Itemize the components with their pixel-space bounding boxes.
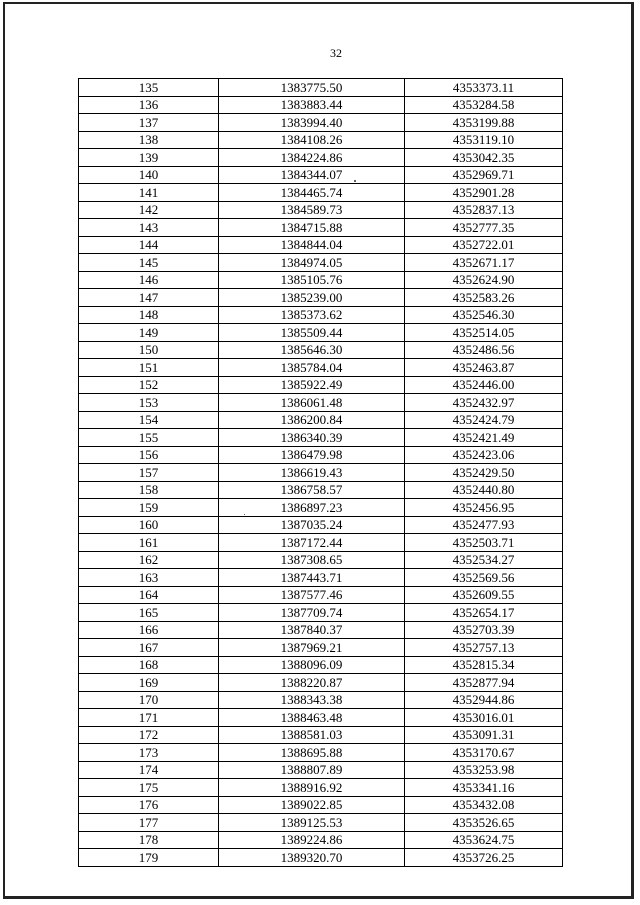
table-row	[79, 394, 563, 412]
table-row	[79, 499, 563, 517]
point-number-cell: 143	[79, 219, 219, 237]
point-number-cell: 166	[79, 621, 219, 639]
x-coordinate-cell: 1387443.71	[219, 569, 405, 587]
point-number-cell: 171	[79, 709, 219, 727]
x-coordinate-cell: 1386061.48	[219, 394, 405, 412]
point-number-cell: 168	[79, 656, 219, 674]
y-coordinate-cell: 4352463.87	[405, 359, 563, 377]
x-coordinate-cell: 1386619.43	[219, 464, 405, 482]
table-row	[79, 604, 563, 622]
y-coordinate-cell: 4353199.88	[405, 114, 563, 132]
y-coordinate-cell: 4352446.00	[405, 376, 563, 394]
table-row	[79, 324, 563, 342]
y-coordinate-cell: 4352569.56	[405, 569, 563, 587]
x-coordinate-cell: 1384224.86	[219, 149, 405, 167]
y-coordinate-cell: 4353373.11	[405, 79, 563, 97]
y-coordinate-cell: 4352757.13	[405, 639, 563, 657]
x-coordinate-cell: 1384844.04	[219, 236, 405, 254]
y-coordinate-cell: 4352514.05	[405, 324, 563, 342]
x-coordinate-cell: 1385509.44	[219, 324, 405, 342]
table-row	[79, 411, 563, 429]
table-row	[79, 796, 563, 814]
y-coordinate-cell: 4353253.98	[405, 761, 563, 779]
point-number-cell: 172	[79, 726, 219, 744]
x-coordinate-cell: 1387035.24	[219, 516, 405, 534]
y-coordinate-cell: 4352546.30	[405, 306, 563, 324]
table-row	[79, 831, 563, 849]
point-number-cell: 138	[79, 131, 219, 149]
table-row	[79, 271, 563, 289]
table-row	[79, 341, 563, 359]
table-row	[79, 96, 563, 114]
x-coordinate-cell: 1386479.98	[219, 446, 405, 464]
y-coordinate-cell: 4352777.35	[405, 219, 563, 237]
x-coordinate-cell: 1387969.21	[219, 639, 405, 657]
y-coordinate-cell: 4352609.55	[405, 586, 563, 604]
point-number-cell: 174	[79, 761, 219, 779]
x-coordinate-cell: 1383775.50	[219, 79, 405, 97]
table-row	[79, 516, 563, 534]
y-coordinate-cell: 4352534.27	[405, 551, 563, 569]
point-number-cell: 169	[79, 674, 219, 692]
x-coordinate-cell: 1385922.49	[219, 376, 405, 394]
y-coordinate-cell: 4353526.65	[405, 814, 563, 832]
table-row	[79, 726, 563, 744]
x-coordinate-cell: 1384465.74	[219, 184, 405, 202]
table-row	[79, 674, 563, 692]
y-coordinate-cell: 4352654.17	[405, 604, 563, 622]
x-coordinate-cell: 1384344.07	[219, 166, 405, 184]
point-number-cell: 161	[79, 534, 219, 552]
x-coordinate-cell: 1383883.44	[219, 96, 405, 114]
y-coordinate-cell: 4352944.86	[405, 691, 563, 709]
point-number-cell: 152	[79, 376, 219, 394]
y-coordinate-cell: 4353341.16	[405, 779, 563, 797]
point-number-cell: 153	[79, 394, 219, 412]
y-coordinate-cell: 4352837.13	[405, 201, 563, 219]
table-row	[79, 586, 563, 604]
table-row	[79, 359, 563, 377]
table-row	[79, 254, 563, 272]
coordinates-table	[78, 78, 563, 867]
y-coordinate-cell: 4352423.06	[405, 446, 563, 464]
table-row	[79, 761, 563, 779]
y-coordinate-cell: 4352624.90	[405, 271, 563, 289]
table-row	[79, 569, 563, 587]
table-row	[79, 551, 563, 569]
scan-speck	[354, 180, 356, 182]
point-number-cell: 173	[79, 744, 219, 762]
x-coordinate-cell: 1389022.85	[219, 796, 405, 814]
point-number-cell: 140	[79, 166, 219, 184]
point-number-cell: 150	[79, 341, 219, 359]
y-coordinate-cell: 4353726.25	[405, 849, 563, 867]
table-row	[79, 236, 563, 254]
table-row	[79, 131, 563, 149]
table-row	[79, 779, 563, 797]
x-coordinate-cell: 1388220.87	[219, 674, 405, 692]
point-number-cell: 167	[79, 639, 219, 657]
table-row	[79, 166, 563, 184]
table-row	[79, 114, 563, 132]
table-row	[79, 481, 563, 499]
point-number-cell: 136	[79, 96, 219, 114]
x-coordinate-cell: 1385105.76	[219, 271, 405, 289]
y-coordinate-cell: 4353042.35	[405, 149, 563, 167]
x-coordinate-cell: 1385373.62	[219, 306, 405, 324]
table-row	[79, 691, 563, 709]
y-coordinate-cell: 4352703.39	[405, 621, 563, 639]
y-coordinate-cell: 4352421.49	[405, 429, 563, 447]
y-coordinate-cell: 4353016.01	[405, 709, 563, 727]
x-coordinate-cell: 1389320.70	[219, 849, 405, 867]
x-coordinate-cell: 1389125.53	[219, 814, 405, 832]
point-number-cell: 156	[79, 446, 219, 464]
point-number-cell: 177	[79, 814, 219, 832]
table-row	[79, 219, 563, 237]
table-row	[79, 184, 563, 202]
point-number-cell: 151	[79, 359, 219, 377]
x-coordinate-cell: 1388695.88	[219, 744, 405, 762]
y-coordinate-cell: 4352901.28	[405, 184, 563, 202]
table-row	[79, 464, 563, 482]
point-number-cell: 154	[79, 411, 219, 429]
y-coordinate-cell: 4353284.58	[405, 96, 563, 114]
x-coordinate-cell: 1384589.73	[219, 201, 405, 219]
y-coordinate-cell: 4353624.75	[405, 831, 563, 849]
point-number-cell: 141	[79, 184, 219, 202]
table-row	[79, 744, 563, 762]
table-row	[79, 306, 563, 324]
table-body	[79, 79, 563, 867]
x-coordinate-cell: 1388096.09	[219, 656, 405, 674]
y-coordinate-cell: 4353170.67	[405, 744, 563, 762]
y-coordinate-cell: 4353119.10	[405, 131, 563, 149]
y-coordinate-cell: 4353091.31	[405, 726, 563, 744]
point-number-cell: 158	[79, 481, 219, 499]
x-coordinate-cell: 1387709.74	[219, 604, 405, 622]
y-coordinate-cell: 4352671.17	[405, 254, 563, 272]
y-coordinate-cell: 4352440.80	[405, 481, 563, 499]
x-coordinate-cell: 1385784.04	[219, 359, 405, 377]
x-coordinate-cell: 1386200.84	[219, 411, 405, 429]
y-coordinate-cell: 4352877.94	[405, 674, 563, 692]
x-coordinate-cell: 1383994.40	[219, 114, 405, 132]
x-coordinate-cell: 1388807.89	[219, 761, 405, 779]
x-coordinate-cell: 1386758.57	[219, 481, 405, 499]
table-row	[79, 376, 563, 394]
y-coordinate-cell: 4352815.34	[405, 656, 563, 674]
point-number-cell: 147	[79, 289, 219, 307]
y-coordinate-cell: 4352722.01	[405, 236, 563, 254]
point-number-cell: 139	[79, 149, 219, 167]
x-coordinate-cell: 1384715.88	[219, 219, 405, 237]
x-coordinate-cell: 1384974.05	[219, 254, 405, 272]
point-number-cell: 159	[79, 499, 219, 517]
point-number-cell: 160	[79, 516, 219, 534]
point-number-cell: 164	[79, 586, 219, 604]
point-number-cell: 145	[79, 254, 219, 272]
table-row	[79, 446, 563, 464]
point-number-cell: 157	[79, 464, 219, 482]
table-row	[79, 201, 563, 219]
y-coordinate-cell: 4352969.71	[405, 166, 563, 184]
table-row	[79, 429, 563, 447]
point-number-cell: 155	[79, 429, 219, 447]
point-number-cell: 170	[79, 691, 219, 709]
x-coordinate-cell: 1385646.30	[219, 341, 405, 359]
y-coordinate-cell: 4352583.26	[405, 289, 563, 307]
table-row	[79, 814, 563, 832]
y-coordinate-cell: 4352456.95	[405, 499, 563, 517]
x-coordinate-cell: 1388343.38	[219, 691, 405, 709]
point-number-cell: 162	[79, 551, 219, 569]
x-coordinate-cell: 1389224.86	[219, 831, 405, 849]
point-number-cell: 176	[79, 796, 219, 814]
x-coordinate-cell: 1387840.37	[219, 621, 405, 639]
scan-speck	[244, 514, 245, 515]
table-row	[79, 79, 563, 97]
y-coordinate-cell: 4352432.97	[405, 394, 563, 412]
table-row	[79, 621, 563, 639]
point-number-cell: 179	[79, 849, 219, 867]
table-row	[79, 849, 563, 867]
point-number-cell: 142	[79, 201, 219, 219]
x-coordinate-cell: 1386340.39	[219, 429, 405, 447]
page-number: 32	[330, 46, 342, 60]
point-number-cell: 137	[79, 114, 219, 132]
point-number-cell: 149	[79, 324, 219, 342]
y-coordinate-cell: 4352429.50	[405, 464, 563, 482]
y-coordinate-cell: 4352486.56	[405, 341, 563, 359]
y-coordinate-cell: 4352503.71	[405, 534, 563, 552]
y-coordinate-cell: 4352477.93	[405, 516, 563, 534]
point-number-cell: 148	[79, 306, 219, 324]
x-coordinate-cell: 1387172.44	[219, 534, 405, 552]
point-number-cell: 178	[79, 831, 219, 849]
table-row	[79, 149, 563, 167]
point-number-cell: 144	[79, 236, 219, 254]
point-number-cell: 135	[79, 79, 219, 97]
point-number-cell: 163	[79, 569, 219, 587]
y-coordinate-cell: 4352424.79	[405, 411, 563, 429]
y-coordinate-cell: 4353432.08	[405, 796, 563, 814]
x-coordinate-cell: 1388581.03	[219, 726, 405, 744]
x-coordinate-cell: 1388463.48	[219, 709, 405, 727]
table-row	[79, 639, 563, 657]
table-row	[79, 289, 563, 307]
x-coordinate-cell: 1387308.65	[219, 551, 405, 569]
table-row	[79, 534, 563, 552]
x-coordinate-cell: 1386897.23	[219, 499, 405, 517]
x-coordinate-cell: 1384108.26	[219, 131, 405, 149]
point-number-cell: 165	[79, 604, 219, 622]
x-coordinate-cell: 1387577.46	[219, 586, 405, 604]
x-coordinate-cell: 1385239.00	[219, 289, 405, 307]
table-row	[79, 709, 563, 727]
point-number-cell: 146	[79, 271, 219, 289]
table-row	[79, 656, 563, 674]
x-coordinate-cell: 1388916.92	[219, 779, 405, 797]
point-number-cell: 175	[79, 779, 219, 797]
